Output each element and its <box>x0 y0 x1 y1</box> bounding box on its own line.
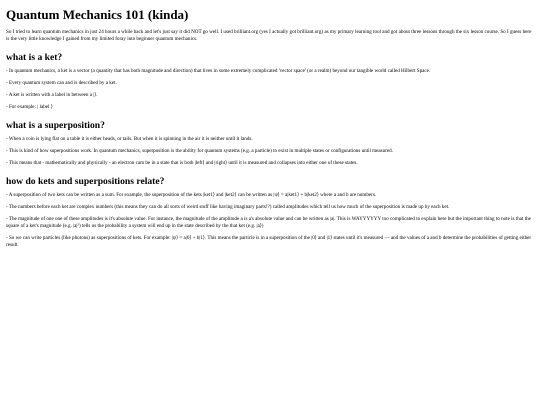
relation-paragraph: - A superposition of two kets can be written as a sum. For example, the superposition of the kets |ket1⟩ and |ket2⟩ can be written as |ψ⟩ = a|ket1⟩ + b|ket2⟩ where a and b are numbers. <box>6 191 377 198</box>
superposition-paragraph: - This means that - mathematically and physically - an electron cam be in a state that is both |left⟩ and |right⟩ until it is measured and collapses into either one of these states. <box>6 159 358 166</box>
ket-paragraph: - For example: | label ⟩ <box>6 103 53 110</box>
superposition-paragraph: - This is kind of how superpositions work. In quantum mechanics, superposition is the ability for quantum systems (e.g. a particle) to exist in multiple states or configurations until measured. <box>6 147 393 154</box>
ket-paragraph: - A ket is written with a label in between a |⟩. <box>6 92 98 99</box>
superposition-paragraph: - When a coin is lying flat on a table it is either heads, or tails. But when it is spinning in the air it is neither until it lands. <box>6 136 253 143</box>
section-heading-ket: what is a ket? <box>6 52 63 64</box>
relation-paragraph: - The numbers before each ket are complex numbers (this means they can do all sorts of weird stuff like having imaginary parts!?) called amplitudes which tell us how much of the superposition is made up by each ket. <box>6 203 450 210</box>
relation-paragraph: - The magnitude of one one of these amplitudes is it's absolute value. For instance, the magnitude of the amplitude a is a's absolute value and can be written as |a|. This is WAYYYYYY too complicated to explain here but the important thing to note is that the square of a ket's magnitude (e.g. |a|²) tells us the probability a system will end up in the state described by the that ket (e.g. |a⟩) <box>6 215 531 229</box>
intro-paragraph: So I tried to learn quantum mechanics in just 24 hours a while back and let's just say it did NOT go well. I used brilliant.org (yes I actually got brilliant.org) as my primary learning tool and got about three lessons through the six lesson course. So I guess here is the very little knowledge I gained from my limited foray into beginner quantum mechanics. <box>6 28 532 43</box>
section-heading-superposition: what is a superposition? <box>6 120 105 132</box>
page-title: Quantum Mechanics 101 (kinda) <box>6 7 189 22</box>
ket-paragraph: - Every quantum system can and is described by a ket. <box>6 80 117 87</box>
ket-paragraph: - In quantum mechanics, a ket is a vector (a quantity that has both magnitude and direction) that lives in some extremely complicated 'vector space' (or a realm) beyond our tangible world called Hilbert Space. <box>6 68 431 75</box>
relation-paragraph: - So we can write particles (like photons) as superpositions of kets. For example: |ψ⟩ = a|0⟩ + b|1⟩. This means the particle is in a superposition of the |0⟩ and |1⟩ states until it's measured — and the values of a and b determine the probabilities of getting either result. <box>6 234 532 248</box>
section-heading-relation: how do kets and superpositions relate? <box>6 175 165 187</box>
